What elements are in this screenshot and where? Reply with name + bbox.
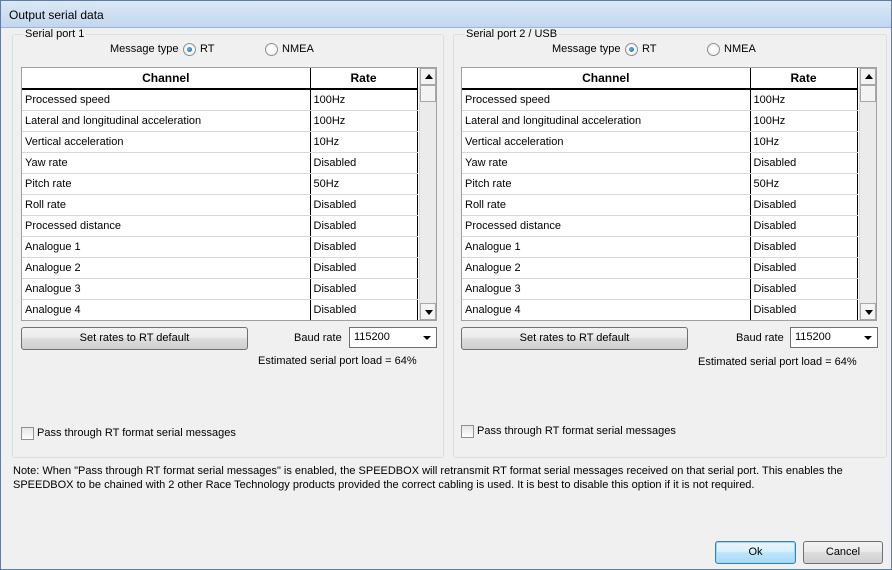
baud-rate-select[interactable] <box>790 327 878 348</box>
rate-cell[interactable]: Disabled <box>750 194 857 215</box>
dropdown-arrow-icon <box>864 336 872 340</box>
table-row[interactable] <box>22 278 417 299</box>
serial-port-load-text: Estimated serial port load = 64% <box>698 356 857 368</box>
table-row[interactable] <box>462 110 857 131</box>
channel-cell: Analogue 2 <box>22 257 310 278</box>
channel-rate-grid[interactable] <box>21 67 437 321</box>
message-type-row <box>552 43 772 57</box>
dialog-client <box>5 28 887 566</box>
table-row[interactable] <box>22 194 417 215</box>
baud-rate-label: Baud rate <box>736 332 784 344</box>
serial-port-1-group <box>12 28 444 458</box>
channel-cell: Roll rate <box>462 194 750 215</box>
group-label: Serial port 1 <box>25 28 85 40</box>
table-row[interactable] <box>22 152 417 173</box>
radio-nmea-label: NMEA <box>724 43 756 55</box>
channel-cell: Roll rate <box>22 194 310 215</box>
scroll-thumb[interactable] <box>420 85 436 102</box>
pass-through-label[interactable]: Pass through RT format serial messages <box>37 427 236 439</box>
rate-cell[interactable]: 100Hz <box>750 89 857 110</box>
table-row[interactable] <box>462 278 857 299</box>
baud-rate-value: 115200 <box>795 331 831 343</box>
scroll-up-arrow-icon[interactable] <box>860 68 876 85</box>
rate-cell[interactable]: Disabled <box>750 152 857 173</box>
rate-cell[interactable]: 50Hz <box>310 173 417 194</box>
channel-cell: Yaw rate <box>462 152 750 173</box>
table-row[interactable] <box>462 131 857 152</box>
channel-cell: Vertical acceleration <box>462 131 750 152</box>
grid-scrollbar[interactable] <box>419 68 436 320</box>
table-row[interactable] <box>462 89 857 110</box>
channel-cell: Analogue 3 <box>22 278 310 299</box>
rate-cell[interactable]: Disabled <box>310 257 417 278</box>
rate-cell[interactable]: Disabled <box>750 236 857 257</box>
table-row[interactable] <box>22 299 417 320</box>
channel-cell: Analogue 4 <box>22 299 310 320</box>
baud-rate-value: 115200 <box>354 331 390 343</box>
table-row[interactable] <box>22 257 417 278</box>
scroll-thumb[interactable] <box>860 85 876 102</box>
scroll-down-arrow-icon[interactable] <box>860 303 876 320</box>
table-row[interactable] <box>22 215 417 236</box>
rate-cell[interactable]: Disabled <box>750 299 857 320</box>
pass-through-checkbox[interactable] <box>461 425 474 438</box>
pass-through-checkbox[interactable] <box>21 427 34 440</box>
table-row[interactable] <box>22 131 417 152</box>
group-label: Serial port 2 / USB <box>466 28 558 40</box>
column-header-channel[interactable]: Channel <box>22 68 310 89</box>
message-type-row <box>110 43 330 57</box>
channel-cell: Analogue 4 <box>462 299 750 320</box>
message-type-label: Message type <box>110 43 179 55</box>
rate-cell[interactable]: Disabled <box>310 215 417 236</box>
column-header-rate[interactable]: Rate <box>750 68 857 89</box>
rate-cell[interactable]: 50Hz <box>750 173 857 194</box>
channel-cell: Processed distance <box>22 215 310 236</box>
rate-cell[interactable]: Disabled <box>310 152 417 173</box>
grid-scrollbar[interactable] <box>859 68 876 320</box>
column-header-channel[interactable]: Channel <box>462 68 750 89</box>
rate-cell[interactable]: Disabled <box>750 278 857 299</box>
rate-cell[interactable]: 10Hz <box>310 131 417 152</box>
table-row[interactable] <box>22 236 417 257</box>
table-row[interactable] <box>462 215 857 236</box>
pass-through-note: Note: When "Pass through RT format serial messages" is enabled, the SPEEDBOX will retransmit RT format serial messages received on that serial port. This enables the SPEEDBOX to be chained with 2 other Race Technology products provided the correct cabling is used. It is best to disable this option if it is not required. <box>13 465 843 491</box>
channel-cell: Analogue 1 <box>22 236 310 257</box>
channel-cell: Lateral and longitudinal acceleration <box>22 110 310 131</box>
message-type-label: Message type <box>552 43 621 55</box>
channel-cell: Yaw rate <box>22 152 310 173</box>
rate-cell[interactable]: Disabled <box>310 194 417 215</box>
channel-cell: Pitch rate <box>462 173 750 194</box>
table-row[interactable] <box>462 194 857 215</box>
set-rates-default-button[interactable]: Set rates to RT default <box>461 327 688 350</box>
radio-rt[interactable] <box>625 43 638 56</box>
ok-button[interactable]: Ok <box>715 541 796 564</box>
baud-rate-select[interactable] <box>349 327 437 348</box>
channel-cell: Lateral and longitudinal acceleration <box>462 110 750 131</box>
rate-cell[interactable]: Disabled <box>310 236 417 257</box>
scroll-down-arrow-icon[interactable] <box>420 303 436 320</box>
channel-cell: Pitch rate <box>22 173 310 194</box>
radio-nmea[interactable] <box>707 43 720 56</box>
rate-cell[interactable]: Disabled <box>750 257 857 278</box>
radio-rt-label: RT <box>200 43 215 55</box>
channel-cell: Analogue 1 <box>462 236 750 257</box>
cancel-button[interactable]: Cancel <box>803 541 883 564</box>
channel-rate-grid[interactable] <box>461 67 877 321</box>
title-bar[interactable] <box>1 1 891 28</box>
scroll-up-arrow-icon[interactable] <box>420 68 436 85</box>
radio-rt[interactable] <box>183 43 196 56</box>
column-header-rate[interactable]: Rate <box>310 68 417 89</box>
rate-cell[interactable]: 100Hz <box>310 110 417 131</box>
table-row[interactable] <box>462 236 857 257</box>
window-title: Output serial data <box>9 8 104 22</box>
table-row[interactable] <box>462 257 857 278</box>
channel-cell: Processed speed <box>462 89 750 110</box>
rate-cell[interactable]: Disabled <box>310 299 417 320</box>
channel-cell: Processed speed <box>22 89 310 110</box>
pass-through-label[interactable]: Pass through RT format serial messages <box>477 425 676 437</box>
rate-cell[interactable]: Disabled <box>750 215 857 236</box>
serial-port-2-group <box>453 28 887 458</box>
channel-cell: Processed distance <box>462 215 750 236</box>
baud-rate-label: Baud rate <box>294 332 342 344</box>
table-row[interactable] <box>22 89 417 110</box>
radio-rt-label: RT <box>642 43 657 55</box>
table-row[interactable] <box>462 299 857 320</box>
table-row[interactable] <box>22 110 417 131</box>
radio-nmea-label: NMEA <box>282 43 314 55</box>
table-row[interactable] <box>22 173 417 194</box>
channel-cell: Vertical acceleration <box>22 131 310 152</box>
radio-nmea[interactable] <box>265 43 278 56</box>
table-row[interactable] <box>462 152 857 173</box>
dropdown-arrow-icon <box>423 336 431 340</box>
serial-port-load-text: Estimated serial port load = 64% <box>258 355 417 367</box>
rate-cell[interactable]: Disabled <box>310 278 417 299</box>
set-rates-default-button[interactable]: Set rates to RT default <box>21 327 248 350</box>
channel-cell: Analogue 3 <box>462 278 750 299</box>
rate-cell[interactable]: 10Hz <box>750 131 857 152</box>
channel-cell: Analogue 2 <box>462 257 750 278</box>
rate-cell[interactable]: 100Hz <box>750 110 857 131</box>
rate-cell[interactable]: 100Hz <box>310 89 417 110</box>
table-row[interactable] <box>462 173 857 194</box>
